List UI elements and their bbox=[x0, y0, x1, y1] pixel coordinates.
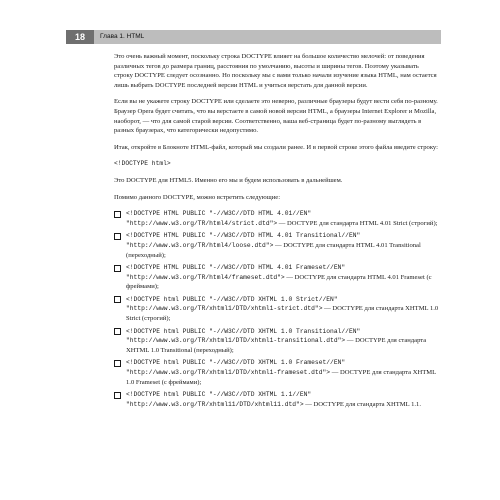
checkbox-icon bbox=[114, 328, 121, 335]
list-item bbox=[114, 263, 439, 292]
doctype-description: — DOCTYPE для стандарта XHTML 1.1. bbox=[303, 400, 421, 408]
doctype-code: <!DOCTYPE html PUBLIC "-//W3C//DTD XHTML 1.0 Frameset//EN" "http://www.w3.org/TR/xhtml1/DTD/xhtml1-frameset.dtd"> bbox=[126, 359, 346, 377]
checkbox-icon bbox=[114, 211, 121, 218]
paragraph: Если вы не укажете строку DOCTYPE или сделаете это неверно, различные браузеры будут вести себя по-разному. Браузер Opera будет считать, что вы верстаете в самой новой версии HTML, а браузеры Internet Explorer и Mozilla, наоборот, — что для самой старой версии. Соответственно, ваша веб-страница будет по-разному выглядеть в разных браузерах, что категорически недопустимо. bbox=[114, 98, 438, 135]
checkbox-icon bbox=[114, 265, 121, 272]
page-body bbox=[114, 52, 439, 412]
list-item bbox=[114, 231, 439, 260]
checkbox-icon bbox=[114, 392, 121, 399]
list-item bbox=[114, 209, 439, 228]
doctype-code: <!DOCTYPE html PUBLIC "-//W3C//DTD XHTML 1.0 Strict//EN" "http://www.w3.org/TR/xhtml1/DTD/xhtml1-strict.dtd"> bbox=[126, 295, 338, 313]
doctype-description: — DOCTYPE для стандарта XHTML 1.0 Transitional (переходный); bbox=[126, 337, 427, 354]
doctype-description: — DOCTYPE для стандарта HTML 4.01 Strict (строгий); bbox=[277, 219, 438, 227]
list-item bbox=[114, 358, 439, 387]
doctype-description: — DOCTYPE для стандарта HTML 4.01 Frameset (с фреймами); bbox=[126, 273, 432, 291]
list-item bbox=[114, 295, 439, 324]
doctype-description: — DOCTYPE для стандарта XHTML 1.0 Strict (строгий); bbox=[126, 305, 439, 323]
page-number: 18 bbox=[66, 30, 94, 44]
code-line: <!DOCTYPE html> bbox=[114, 160, 171, 168]
paragraph: Итак, откройте в Блокноте HTML-файл, который мы создали ранее. И в первой строке этого файла введите строку: bbox=[114, 143, 438, 151]
list-item bbox=[114, 390, 439, 409]
paragraph: Помимо данного DOCTYPE, можно встретить следующие: bbox=[114, 193, 281, 201]
doctype-code: <!DOCTYPE html PUBLIC "-//W3C//DTD XHTML 1.1//EN" "http://www.w3.org/TR/xhtml11/DTD/xhtml11.dtd"> bbox=[126, 391, 312, 408]
doctype-description: — DOCTYPE для стандарта HTML 4.01 Transitional (переходный); bbox=[126, 241, 421, 259]
checkbox-icon bbox=[114, 296, 121, 303]
paragraph: Это очень важный момент, поскольку строка DOCTYPE влияет на большое количество мелочей: от поведения различных тегов до размера границ, расстояния по умолчанию, высоты и ширины тегов. Поэтому указывать строку DOCTYPE следует осознанно. Но поскольку мы с вами только начали изучение языка HTML, нам остается лишь выбрать DOCTYPE последней версии HTML и учиться верстать для данной версии. bbox=[114, 53, 437, 89]
doctype-code: <!DOCTYPE html PUBLIC "-//W3C//DTD XHTML 1.0 Transitional//EN" "http://www.w3.org/TR/xhtml1/DTD/xhtml1-transitional.dtd"> bbox=[126, 327, 361, 345]
chapter-title: Глава 1. HTML bbox=[100, 33, 145, 40]
paragraph: Это DOCTYPE для HTML5. Именно его мы и будем использовать в дальнейшем. bbox=[114, 176, 343, 184]
doctype-code: <!DOCTYPE HTML PUBLIC "-//W3C//DTD HTML 4.01//EN" "http://www.w3.org/TR/html4/strict.dtd"> bbox=[126, 210, 312, 227]
list-item bbox=[114, 327, 439, 356]
checkbox-icon bbox=[114, 233, 121, 240]
running-header bbox=[66, 30, 441, 44]
doctype-description: — DOCTYPE для стандарта XHTML 1.0 Frameset (с фреймами); bbox=[126, 369, 436, 386]
doctype-list bbox=[114, 209, 439, 409]
doctype-code: <!DOCTYPE HTML PUBLIC "-//W3C//DTD HTML 4.01 Transitional//EN" "http://www.w3.org/TR/html4/loose.dtd"> bbox=[126, 232, 361, 249]
doctype-code: <!DOCTYPE HTML PUBLIC "-//W3C//DTD HTML 4.01 Frameset//EN" "http://www.w3.org/TR/html4/frameset.dtd"> bbox=[126, 264, 346, 281]
checkbox-icon bbox=[114, 360, 121, 367]
